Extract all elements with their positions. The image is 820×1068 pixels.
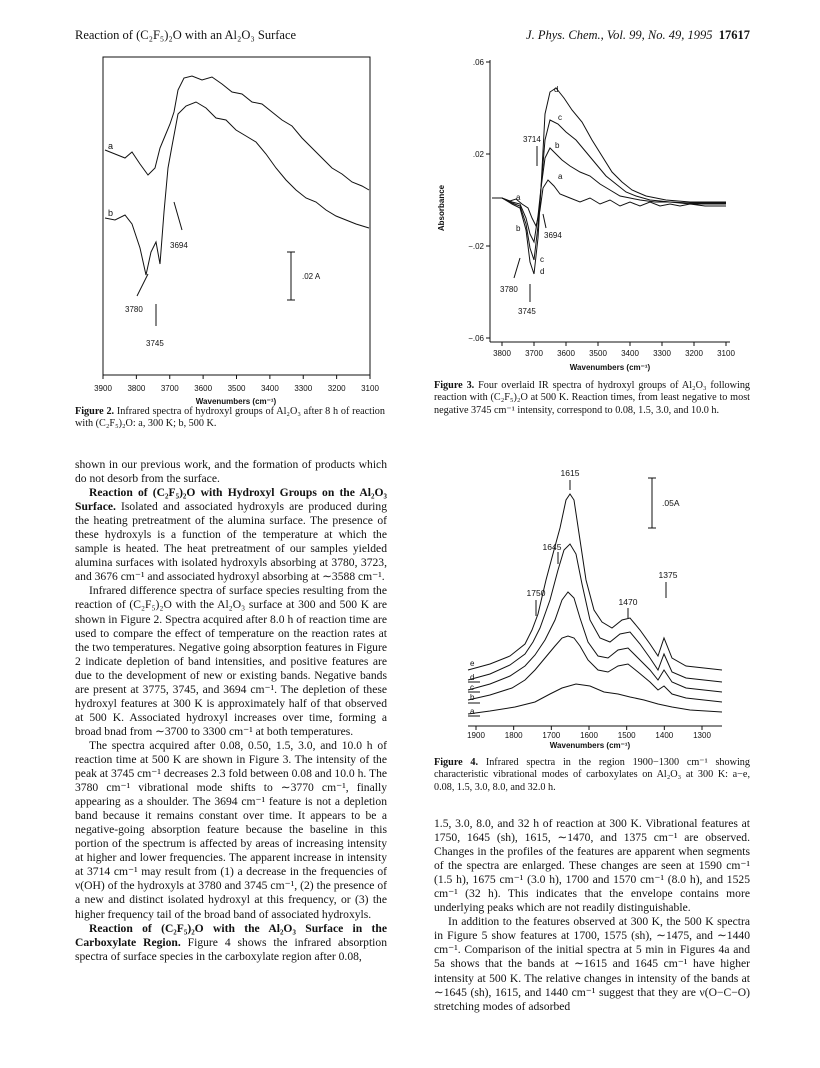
fig2-label-a: a	[108, 141, 114, 151]
figure-2-caption	[75, 406, 385, 431]
fig3-x-ticks	[493, 342, 735, 358]
fig4-caption-text: Infrared spectra in the region 1900−1300 cm⁻¹ showing characteristic vibrational modes of carboxylates on Al₂O₃ at 300 K: a−e, 0.08, 1.5, 3.0, 8.0, and 32.0 h.	[434, 757, 750, 793]
paragraph-3: Infrared difference spectra of surface species resulting from the reaction of (C₂F₅)₂O with the Al₂O₃ surface at 300 and 500 K are shown in Figure 2. Spectra acquired after 8.0 h of reaction time are used to compare the effect of temperature on the reaction rates at the two temperatures. Negative going absorption features in Figure 2 indicate depletion of band intensities, and positive features are due to the development of new or existing bands. Negative bands are present at 3775, 3745, and 3694 cm⁻¹. The depletion of these hydroxyl features at 300 K is approximately half of that observed at 500 K. Associated hydroxyl increases over time, forming a broad bnad from ∼3700 to 3300 cm⁻¹ at both temperatures.	[75, 584, 387, 738]
figure-4-caption	[434, 757, 750, 794]
fig3-tick-label: 3100	[717, 349, 735, 358]
fig4-trace-a	[468, 684, 722, 714]
right-column-text	[434, 817, 750, 1014]
fig4-trace-b	[468, 636, 722, 702]
fig2-label-b: b	[108, 208, 114, 218]
fig3-label-d-lower: d	[540, 267, 545, 276]
fig3-marker-3694	[543, 214, 546, 228]
fig3-label-a: a	[558, 172, 563, 181]
fig4-label-a: a	[470, 707, 475, 716]
fig3-caption-label: Figure 3.	[434, 380, 475, 391]
running-head-journal	[500, 28, 750, 43]
fig4-x-ticks	[467, 726, 711, 740]
fig4-trace-d	[468, 544, 722, 682]
fig3-label-a-lower: a	[516, 193, 521, 202]
fig2-tick-label: 3300	[294, 384, 313, 393]
fig2-tick-label: 3900	[94, 384, 112, 393]
fig4-label-1645: 1645	[542, 542, 562, 552]
figure-2	[70, 50, 390, 420]
fig4-label-b: b	[470, 693, 475, 702]
fig3-ytick-2: −.02	[468, 242, 484, 251]
fig3-label-c: c	[558, 113, 562, 122]
fig3-tick-label: 3400	[621, 349, 639, 358]
fig2-trace-b	[105, 102, 369, 275]
fig3-tick-label: 3700	[525, 349, 543, 358]
paragraph-2	[75, 486, 387, 584]
fig3-tick-label: 3200	[685, 349, 703, 358]
fig3-tick-label: 3500	[589, 349, 607, 358]
fig3-x-label: Wavenumbers (cm⁻¹)	[569, 363, 651, 372]
running-head-title: Reaction of (C₂F₅)₂O with an Al₂O₃ Surface	[75, 28, 297, 42]
fig2-label-3694: 3694	[170, 241, 188, 250]
paragraph-4: The spectra acquired after 0.08, 0.50, 1.5, 3.0, and 10.0 h of reaction time at 500 K are shown in Figure 3. The intensity of the peak at 3745 cm⁻¹ decreases 2.3 fold between 0.08 and 10.0 h. The 3780 cm⁻¹ vibrational mode shifts to ∼3770 cm⁻¹, finally appearing as a shoulder. The 3694 cm⁻¹ feature is not a depletion band because it remains constant over time. It appears to be a negative-going absorption feature because the baseline in this portion of the spectrum is affected by areas of increasing intensity at higher and lower frequencies. The apparent increase in intensity at 3714 cm⁻¹ may result from (1) a decrease in the frequencies of ν(OH) of the hydroxyls at 3780 and 3745 cm⁻¹, (2) the presence of a new and distinct isolated hydroxyl at this frequency, or (3) the higher frequency tail of the broad band of associated hydroxyls.	[75, 738, 388, 921]
fig3-y-label: Absorbance	[437, 184, 446, 232]
left-column-text	[75, 458, 387, 964]
fig2-frame	[103, 57, 370, 375]
figure-4	[440, 460, 750, 760]
journal-citation: J. Phys. Chem., Vol. 99, No. 49, 1995	[526, 28, 713, 42]
fig4-tick-label: 1900	[467, 731, 485, 740]
fig4-label-c: c	[470, 683, 474, 692]
section-heading-carboxylate: Reaction of (C₂F₅)₂O with the Al₂O₃ Surface in the Carboxylate Region.	[75, 921, 387, 949]
fig3-label-c-lower: c	[540, 255, 544, 264]
section-heading-hydroxyl: Reaction of (C₂F₅)₂O with Hydroxyl Groups on the Al₂O₃ Surface.	[75, 486, 387, 514]
fig2-trace-a	[105, 76, 369, 190]
paragraph-7: In addition to the features observed at 300 K, the 500 K spectra in Figure 5 show features at 1700, 1575 (sh), ∼1475, and ∼1440 cm⁻¹. Comparison of the initial spectra at 5 min in Figures 4a and 5a shows that the bands at ∼1615 and 1645 cm⁻¹ have higher intensity at 500 K. The relative changes in intensity of the bands at ∼1645 (sh), 1615, and 1440 cm⁻¹ suggest that they are ν(O−C−O) stretching modes of adsorbed	[434, 915, 750, 1013]
fig3-tick-label: 3300	[653, 349, 671, 358]
fig2-x-ticks	[94, 375, 379, 393]
fig2-tick-label: 3800	[127, 384, 146, 393]
paragraph-5-text: Figure 4 shows the infrared absorption spectra of surface species in the carboxylate region after 0.08,	[75, 935, 387, 963]
fig3-ytick-0: .06	[472, 58, 484, 67]
fig4-caption-label: Figure 4.	[434, 757, 479, 768]
fig4-label-1615: 1615	[560, 468, 580, 478]
fig2-x-label: Wavenumbers (cm⁻¹)	[195, 397, 277, 406]
fig4-scale-label: .05A	[662, 498, 680, 508]
fig3-ytick-1: .02	[472, 150, 484, 159]
fig3-ytick-3: −.06	[468, 334, 484, 343]
fig2-scale-label: .02 A	[302, 272, 321, 281]
fig4-tick-label: 1400	[655, 731, 674, 740]
fig4-trace-e	[468, 494, 722, 670]
fig3-trace-d	[492, 88, 726, 274]
fig3-label-3694: 3694	[544, 231, 562, 240]
fig3-tick-label: 3800	[493, 349, 511, 358]
fig2-caption-text: Infrared spectra of hydroxyl groups of Al₂O₃ after 8 h of reaction with (C₂F₅)₂O: a, 300 K; b, 500 K.	[75, 406, 385, 430]
fig4-label-1750: 1750	[526, 588, 546, 598]
fig2-caption-label: Figure 2.	[75, 406, 115, 417]
fig2-marker-3780	[137, 274, 148, 296]
fig2-tick-label: 3200	[327, 384, 346, 393]
fig4-tick-label: 1800	[504, 731, 523, 740]
fig3-tick-label: 3600	[557, 349, 575, 358]
paragraph-5	[75, 922, 387, 964]
paragraph-6: 1.5, 3.0, 8.0, and 32 h of reaction at 300 K. Vibrational features at 1750, 1645 (sh), 1615, ∼1470, and 1375 cm⁻¹ are observed. Changes in the profiles of the features are apparent when segments of the spectra are enlarged. These changes are seen at 1590 cm⁻¹ (1.5 h), 1675 cm⁻¹ (3.0 h), 1700 and 1570 cm⁻¹ (8.0 h), and 1525 cm⁻¹ (32 h). This indicates that the envelope contains more underlying peaks which are not readily distinguishable.	[434, 817, 750, 915]
fig2-tick-label: 3500	[227, 384, 246, 393]
figure-3-caption	[434, 380, 750, 417]
fig4-label-1470: 1470	[618, 597, 638, 607]
fig2-tick-label: 3700	[160, 384, 179, 393]
fig4-x-label: Wavenumbers (cm⁻¹)	[549, 741, 631, 750]
fig2-tick-label: 3400	[260, 384, 279, 393]
fig4-label-e: e	[470, 659, 475, 668]
figure-3	[430, 48, 760, 388]
paragraph-1: shown in our previous work, and the formation of products which do not desorb from the surface.	[75, 458, 387, 486]
fig3-label-3780: 3780	[500, 285, 518, 294]
page-number: 17617	[718, 28, 750, 42]
fig3-label-b: b	[555, 141, 560, 150]
paragraph-2-text: Isolated and associated hydroxyls are produced during the heating pretreatment of the alumina surface. The presence of these hydroxyls is a function of the temperature at which the sample is heated. The heat pretreatment of our samples yielded alumina surfaces with isolated hydroxyls absorbing at 3780, 3723, and 3676 cm⁻¹ and associated hydroxyl absorbing at ∼3588 cm⁻¹.	[75, 500, 387, 584]
fig3-label-b-lower: b	[516, 224, 521, 233]
fig4-label-1375: 1375	[658, 570, 678, 580]
fig2-marker-3694	[174, 202, 182, 230]
fig4-tick-label: 1700	[542, 731, 561, 740]
fig4-tick-label: 1300	[693, 731, 711, 740]
fig3-label-3714: 3714	[523, 135, 541, 144]
fig4-label-d: d	[470, 673, 475, 682]
fig2-label-3745: 3745	[146, 339, 164, 348]
fig3-label-d: d	[554, 85, 559, 94]
fig3-caption-text: Four overlaid IR spectra of hydroxyl groups of Al₂O₃ following reaction with (C₂F₅)₂O at 500 K. Reaction times, from least negative to most negative 3745 cm⁻¹ intensity, correspond to 0.08, 1.5, 3.0, and 10.0 h.	[434, 380, 751, 416]
fig3-label-3745: 3745	[518, 307, 536, 316]
fig2-tick-label: 3600	[194, 384, 213, 393]
fig2-label-3780: 3780	[125, 305, 143, 314]
fig2-tick-label: 3100	[361, 384, 379, 393]
fig4-tick-label: 1500	[617, 731, 636, 740]
fig4-tick-label: 1600	[580, 731, 598, 740]
fig3-marker-3780	[514, 258, 520, 278]
